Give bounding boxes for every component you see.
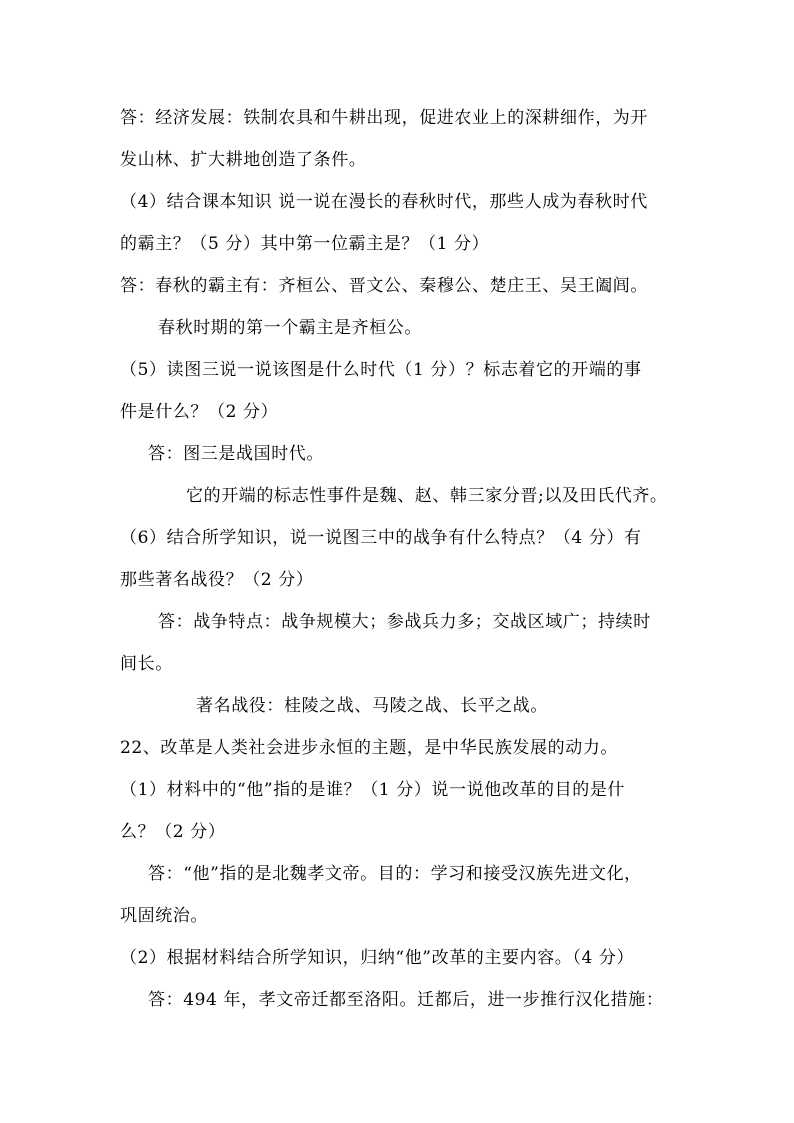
answer-22-1-line-1: 答：“他”指的是北魏孝文帝。目的：学习和接受汉族先进文化， [148,864,642,884]
question-4-line-2: 的霸主？（5 分）其中第一位霸主是？（1 分） [120,234,490,254]
question-22-intro: 22、改革是人类社会进步永恒的主题，是中华民族发展的动力。 [120,738,619,758]
question-4-line-1: （4）结合课本知识 说一说在漫长的春秋时代，那些人成为春秋时代 [120,192,648,212]
question-5-line-1: （5）读图三说一说该图是什么时代（1 分）？标志着它的开端的事 [120,360,642,380]
question-6-line-1: （6）结合所学知识，说一说图三中的战争有什么特点？（4 分）有 [120,528,642,548]
question-6-line-2: 那些著名战役？（2 分） [120,570,314,590]
answer-6-line-3: 著名战役：桂陵之战、马陵之战、长平之战。 [196,696,548,716]
question-22-1-line-2: 么？（2 分） [120,822,226,842]
answer-4-line-2: 春秋时期的第一个霸主是齐桓公。 [158,318,422,338]
answer-6-line-2: 间长。 [120,654,173,674]
answer-economic-development-line-1: 答：经济发展：铁制农具和牛耕出现，促进农业上的深耕细作，为开 [120,108,648,128]
answer-22-1-line-2: 巩固统治。 [120,906,208,926]
question-5-line-2: 件是什么？（2 分） [120,402,279,422]
answer-6-line-1: 答：战争特点：战争规模大；参战兵力多；交战区域广；持续时 [158,612,651,632]
answer-22-2-line-1: 答：494 年，孝文帝迁都至洛阳。迁都后，进一步推行汉化措施： [148,990,664,1010]
answer-economic-development-line-2: 发山林、扩大耕地创造了条件。 [120,150,367,170]
question-22-1-line-1: （1）材料中的“他”指的是谁？（1 分）说一说他改革的目的是什 [120,780,626,800]
answer-4-line-1: 答：春秋的霸主有：齐桓公、晋文公、秦穆公、楚庄王、吴王阖闾。 [120,276,648,296]
question-22-2: （2）根据材料结合所学知识，归纳“他”改革的主要内容。（4 分） [120,948,635,968]
answer-5-line-1: 答：图三是战国时代。 [148,444,324,464]
answer-5-line-2: 它的开端的标志性事件是魏、赵、韩三家分晋;以及田氏代齐。 [186,486,668,506]
